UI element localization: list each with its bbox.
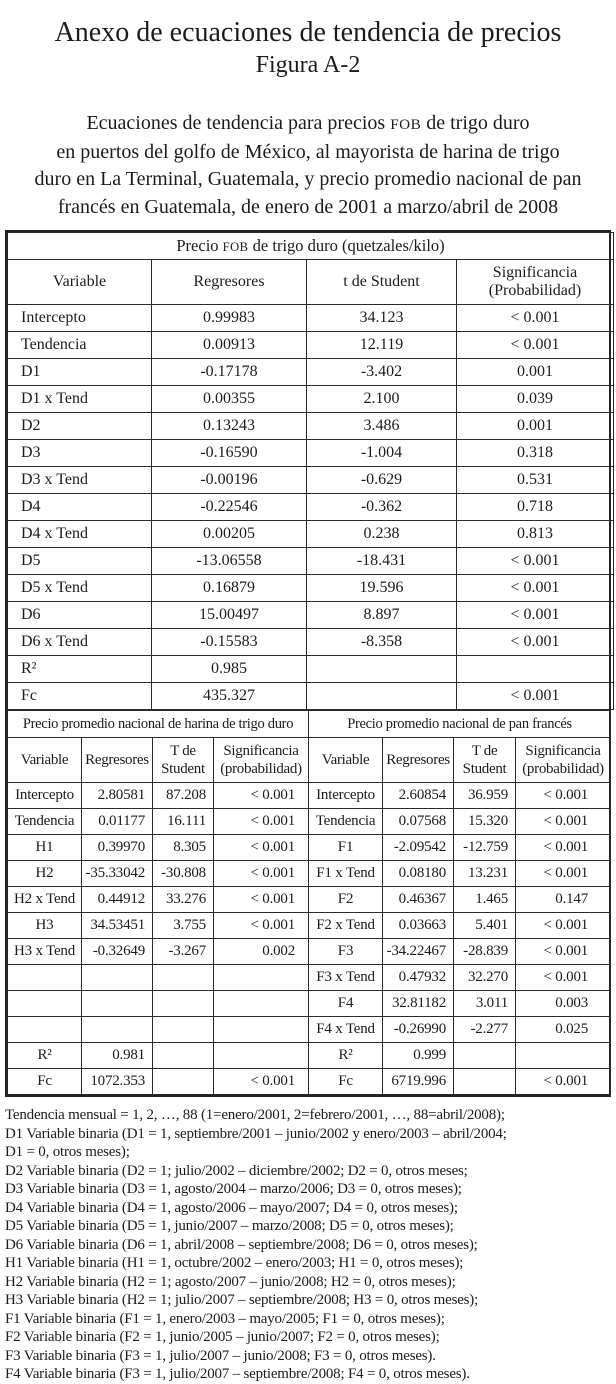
note-line: H3 Variable binaria (H2 = 1; julio/2007 – septiembre/2008; H3 = 0, otros meses); bbox=[5, 1292, 479, 1308]
cell-significancia: < 0.001 bbox=[457, 575, 614, 602]
cell-variable bbox=[8, 1017, 82, 1043]
note-line: H2 Variable binaria (H2 = 1; agosto/2007 – junio/2008; H2 = 0, otros meses); bbox=[5, 1273, 456, 1290]
note-line: F3 Variable binaria (F3 = 1, julio/2007 – junio/2008; F3 = 0, otros meses). bbox=[5, 1347, 436, 1364]
cell-significancia bbox=[214, 991, 309, 1017]
table-row bbox=[8, 656, 614, 683]
cell-significancia: < 0.001 bbox=[214, 1069, 309, 1095]
cell-t: 16.111 bbox=[153, 809, 214, 835]
cell-variable: Intercepto bbox=[309, 783, 383, 809]
table-row bbox=[8, 887, 611, 913]
cell-t: 36.959 bbox=[454, 783, 516, 809]
note-line: F1 Variable binaria (F1 = 1, enero/2003 – mayo/2005; F1 = 0, otros meses); bbox=[5, 1310, 445, 1327]
cell-significancia: < 0.001 bbox=[516, 783, 611, 809]
cell-t: -30.808 bbox=[153, 861, 214, 887]
cell-variable: F4 x Tend bbox=[309, 1017, 383, 1043]
cell-variable: F4 bbox=[309, 991, 383, 1017]
cell-significancia: < 0.001 bbox=[214, 783, 309, 809]
cell-regresores: 6719.996 bbox=[383, 1069, 454, 1095]
table-row bbox=[8, 575, 614, 602]
cell-regresores bbox=[82, 991, 153, 1017]
cell-regresores bbox=[82, 1017, 153, 1043]
cell-significancia: 0.003 bbox=[516, 991, 611, 1017]
table-row bbox=[8, 359, 614, 386]
table-row bbox=[8, 783, 611, 809]
cell-variable: H3 x Tend bbox=[8, 939, 82, 965]
fob-smallcaps: FOB bbox=[390, 116, 422, 133]
intro-line-4: francés en Guatemala, de enero de 2001 a marzo/abril de 2008 bbox=[57, 195, 559, 218]
cell-significancia: < 0.001 bbox=[516, 1069, 611, 1095]
cell-regresores: 0.00913 bbox=[152, 332, 307, 359]
cell-t: 3.486 bbox=[307, 413, 457, 440]
cell-t: 2.100 bbox=[307, 386, 457, 413]
cell-variable: F1 bbox=[309, 835, 383, 861]
cell-regresores: 0.01177 bbox=[82, 809, 153, 835]
column-header-variable: Variable bbox=[8, 738, 82, 783]
cell-significancia: < 0.001 bbox=[516, 809, 611, 835]
cell-variable: Fc bbox=[8, 683, 152, 710]
cell-regresores: -2.09542 bbox=[383, 835, 454, 861]
cell-regresores: 0.46367 bbox=[383, 887, 454, 913]
fob-table bbox=[7, 232, 614, 710]
cell-significancia: 0.001 bbox=[457, 359, 614, 386]
fob-table-header-row bbox=[8, 260, 614, 305]
cell-variable: F2 x Tend bbox=[309, 913, 383, 939]
table-row bbox=[8, 809, 611, 835]
cell-significancia: < 0.001 bbox=[516, 939, 611, 965]
cell-variable: Tendencia bbox=[309, 809, 383, 835]
cell-significancia: < 0.001 bbox=[457, 602, 614, 629]
note-line: D2 Variable binaria (D2 = 1; julio/2002 – diciembre/2002; D2 = 0, otros meses; bbox=[5, 1162, 468, 1179]
cell-variable: F2 bbox=[309, 887, 383, 913]
cell-significancia: < 0.001 bbox=[516, 861, 611, 887]
cell-significancia: 0.001 bbox=[457, 413, 614, 440]
variable-notes bbox=[5, 1106, 611, 1384]
cell-regresores: -0.16590 bbox=[152, 440, 307, 467]
cell-significancia: < 0.001 bbox=[457, 548, 614, 575]
cell-variable: Fc bbox=[309, 1069, 383, 1095]
cell-variable: H1 bbox=[8, 835, 82, 861]
cell-variable: D1 bbox=[8, 359, 152, 386]
cell-regresores: -0.17178 bbox=[152, 359, 307, 386]
cell-significancia: < 0.001 bbox=[457, 305, 614, 332]
cell-t: -18.431 bbox=[307, 548, 457, 575]
cell-regresores: -35.33042 bbox=[82, 861, 153, 887]
table-row bbox=[8, 1069, 611, 1095]
cell-variable: D2 bbox=[8, 413, 152, 440]
cell-t: 1.465 bbox=[454, 887, 516, 913]
cell-regresores: 0.44912 bbox=[82, 887, 153, 913]
cell-regresores: 0.985 bbox=[152, 656, 307, 683]
cell-regresores: 0.999 bbox=[383, 1043, 454, 1069]
cell-significancia: < 0.001 bbox=[214, 861, 309, 887]
intro-line-3: duro en La Terminal, Guatemala, y precio promedio nacional de pan bbox=[34, 168, 582, 190]
cell-significancia: < 0.001 bbox=[457, 683, 614, 710]
cell-t: -28.839 bbox=[454, 939, 516, 965]
cell-t: 8.305 bbox=[153, 835, 214, 861]
column-header-regresores: Regresores bbox=[383, 738, 454, 783]
table-row bbox=[8, 521, 614, 548]
cell-regresores: 0.00205 bbox=[152, 521, 307, 548]
fob-table-title: Precio FOB de trigo duro (quetzales/kilo) bbox=[8, 233, 614, 260]
table-row bbox=[8, 494, 614, 521]
cell-t bbox=[153, 1017, 214, 1043]
note-line: H1 Variable binaria (H1 = 1, octubre/2002 – enero/2003; H1 = 0, otros meses); bbox=[5, 1255, 464, 1271]
cell-regresores: 32.81182 bbox=[383, 991, 454, 1017]
cell-significancia bbox=[457, 656, 614, 683]
table-row bbox=[8, 1017, 611, 1043]
cell-variable: D3 x Tend bbox=[8, 467, 152, 494]
cell-variable: Intercepto bbox=[8, 783, 82, 809]
cell-variable: D5 x Tend bbox=[8, 575, 152, 602]
regression-tables bbox=[5, 230, 611, 1097]
note-line: D3 Variable binaria (D3 = 1, agosto/2004 – marzo/2006; D3 = 0, otros meses); bbox=[5, 1181, 462, 1197]
cell-significancia bbox=[214, 1043, 309, 1069]
cell-variable bbox=[8, 965, 82, 991]
cell-t: 15.320 bbox=[454, 809, 516, 835]
cell-significancia: < 0.001 bbox=[214, 835, 309, 861]
cell-significancia: 0.147 bbox=[516, 887, 611, 913]
table-row bbox=[8, 939, 611, 965]
cell-significancia: < 0.001 bbox=[516, 965, 611, 991]
cell-regresores: 0.16879 bbox=[152, 575, 307, 602]
note-line: D1 Variable binaria (D1 = 1, septiembre/2001 – junio/2002 y enero/2003 – abril/2004; bbox=[5, 1125, 507, 1142]
cell-t: -0.629 bbox=[307, 467, 457, 494]
cell-variable: R² bbox=[8, 1043, 82, 1069]
column-header-t-student: T de Student bbox=[454, 738, 516, 783]
cell-variable: D3 bbox=[8, 440, 152, 467]
cell-t: 32.270 bbox=[454, 965, 516, 991]
cell-significancia: 0.025 bbox=[516, 1017, 611, 1043]
table-row bbox=[8, 332, 614, 359]
cell-variable: R² bbox=[8, 656, 152, 683]
cell-t bbox=[454, 1069, 516, 1095]
cell-variable: D6 x Tend bbox=[8, 629, 152, 656]
note-line: Tendencia mensual = 1, 2, …, 88 (1=enero/2001, 2=febrero/2001, …, 88=abril/2008); bbox=[5, 1107, 505, 1123]
cell-t: -0.362 bbox=[307, 494, 457, 521]
cell-t bbox=[307, 683, 457, 710]
cell-t bbox=[153, 1069, 214, 1095]
cell-regresores: 435.327 bbox=[152, 683, 307, 710]
cell-significancia: < 0.001 bbox=[214, 913, 309, 939]
cell-t: 12.119 bbox=[307, 332, 457, 359]
table-row bbox=[8, 991, 611, 1017]
intro-line-2: en puertos del golfo de México, al mayorista de harina de trigo bbox=[56, 140, 560, 163]
cell-regresores: 15.00497 bbox=[152, 602, 307, 629]
cell-t: 13.231 bbox=[454, 861, 516, 887]
cell-variable: D1 x Tend bbox=[8, 386, 152, 413]
cell-variable: Fc bbox=[8, 1069, 82, 1095]
cell-regresores: 2.80581 bbox=[82, 783, 153, 809]
page-title: Anexo de ecuaciones de tendencia de precios bbox=[54, 17, 562, 48]
cell-significancia: < 0.001 bbox=[457, 629, 614, 656]
cell-regresores: -0.00196 bbox=[152, 467, 307, 494]
cell-variable bbox=[8, 991, 82, 1017]
cell-t: 5.401 bbox=[454, 913, 516, 939]
cell-t: -1.004 bbox=[307, 440, 457, 467]
fob-smallcaps: FOB bbox=[222, 240, 249, 254]
cell-t bbox=[153, 965, 214, 991]
cell-regresores: 0.39970 bbox=[82, 835, 153, 861]
cell-variable: D4 x Tend bbox=[8, 521, 152, 548]
cell-variable: F3 bbox=[309, 939, 383, 965]
cell-regresores bbox=[82, 965, 153, 991]
cell-significancia: 0.718 bbox=[457, 494, 614, 521]
table-row bbox=[8, 548, 614, 575]
table-row bbox=[8, 467, 614, 494]
cell-t bbox=[153, 1043, 214, 1069]
cell-t: -3.267 bbox=[153, 939, 214, 965]
subtable-header-row bbox=[8, 738, 611, 783]
cell-regresores: -0.22546 bbox=[152, 494, 307, 521]
cell-regresores: 1072.353 bbox=[82, 1069, 153, 1095]
table-row bbox=[8, 305, 614, 332]
cell-regresores: 0.07568 bbox=[383, 809, 454, 835]
column-header-significancia: Significancia (probabilidad) bbox=[516, 738, 611, 783]
table-row bbox=[8, 413, 614, 440]
cell-significancia bbox=[516, 1043, 611, 1069]
cell-t bbox=[307, 656, 457, 683]
cell-t bbox=[153, 991, 214, 1017]
cell-t: 19.596 bbox=[307, 575, 457, 602]
cell-significancia: < 0.001 bbox=[516, 835, 611, 861]
cell-variable: Intercepto bbox=[8, 305, 152, 332]
cell-t bbox=[454, 1043, 516, 1069]
table-row bbox=[8, 1043, 611, 1069]
cell-variable: D5 bbox=[8, 548, 152, 575]
table-row bbox=[8, 861, 611, 887]
column-header-regresores: Regresores bbox=[152, 260, 307, 305]
cell-regresores: 0.47932 bbox=[383, 965, 454, 991]
column-header-variable: Variable bbox=[8, 260, 152, 305]
column-header-significancia: Significancia (Probabilidad) bbox=[457, 260, 614, 305]
cell-significancia bbox=[214, 1017, 309, 1043]
cell-regresores: -0.15583 bbox=[152, 629, 307, 656]
cell-regresores: -0.32649 bbox=[82, 939, 153, 965]
cell-significancia: 0.039 bbox=[457, 386, 614, 413]
cell-variable: F1 x Tend bbox=[309, 861, 383, 887]
cell-t: -2.277 bbox=[454, 1017, 516, 1043]
column-header-t-student: T de Student bbox=[153, 738, 214, 783]
cell-t: -8.358 bbox=[307, 629, 457, 656]
cell-regresores: 2.60854 bbox=[383, 783, 454, 809]
cell-regresores: 0.981 bbox=[82, 1043, 153, 1069]
cell-regresores: -34.22467 bbox=[383, 939, 454, 965]
cell-t: 34.123 bbox=[307, 305, 457, 332]
table-row bbox=[8, 440, 614, 467]
cell-variable: Tendencia bbox=[8, 809, 82, 835]
cell-regresores: 0.13243 bbox=[152, 413, 307, 440]
cell-variable: H3 bbox=[8, 913, 82, 939]
pan-table-title: Precio promedio nacional de pan francés bbox=[309, 711, 611, 738]
cell-regresores: 0.03663 bbox=[383, 913, 454, 939]
intro-paragraph bbox=[5, 110, 611, 221]
cell-t: 87.208 bbox=[153, 783, 214, 809]
cell-significancia: 0.318 bbox=[457, 440, 614, 467]
cell-variable: H2 bbox=[8, 861, 82, 887]
note-line: F4 Variable binaria (F3 = 1, julio/2007 – septiembre/2008; F4 = 0, otros meses). bbox=[5, 1366, 470, 1382]
note-line: D6 Variable binaria (D6 = 1, abril/2008 – septiembre/2008; D6 = 0, otros meses); bbox=[5, 1236, 478, 1253]
column-header-regresores: Regresores bbox=[82, 738, 153, 783]
cell-significancia: < 0.001 bbox=[516, 913, 611, 939]
table-row bbox=[8, 386, 614, 413]
cell-regresores: 0.00355 bbox=[152, 386, 307, 413]
subtable-title-row bbox=[8, 711, 611, 738]
column-header-variable: Variable bbox=[309, 738, 383, 783]
cell-variable: R² bbox=[309, 1043, 383, 1069]
subtables-body bbox=[8, 783, 611, 1095]
cell-regresores: 0.08180 bbox=[383, 861, 454, 887]
fob-table-body bbox=[8, 305, 614, 710]
cell-significancia: < 0.001 bbox=[214, 887, 309, 913]
cell-t: 0.238 bbox=[307, 521, 457, 548]
table-row bbox=[8, 913, 611, 939]
cell-regresores: 34.53451 bbox=[82, 913, 153, 939]
column-header-significancia: Significancia (probabilidad) bbox=[214, 738, 309, 783]
cell-variable: D4 bbox=[8, 494, 152, 521]
cell-significancia: < 0.001 bbox=[214, 809, 309, 835]
table-row bbox=[8, 683, 614, 710]
table-row bbox=[8, 835, 611, 861]
cell-t: 8.897 bbox=[307, 602, 457, 629]
intro-line-1: Ecuaciones de tendencia para precios FOB de trigo duro bbox=[86, 112, 530, 134]
note-line: F2 Variable binaria (F2 = 1, junio/2005 – junio/2007; F2 = 0, otros meses); bbox=[5, 1329, 440, 1345]
cell-significancia: 0.002 bbox=[214, 939, 309, 965]
cell-t: 3.011 bbox=[454, 991, 516, 1017]
note-line: D4 Variable binaria (D4 = 1, agosto/2006 – mayo/2007; D4 = 0, otros meses); bbox=[5, 1199, 458, 1216]
cell-variable: D6 bbox=[8, 602, 152, 629]
table-row bbox=[8, 602, 614, 629]
cell-variable: H2 x Tend bbox=[8, 887, 82, 913]
table-row bbox=[8, 629, 614, 656]
cell-variable: F3 x Tend bbox=[309, 965, 383, 991]
note-line: D1 = 0, otros meses); bbox=[5, 1144, 130, 1160]
cell-significancia: 0.531 bbox=[457, 467, 614, 494]
note-line: D5 Variable binaria (D5 = 1, junio/2007 – marzo/2008; D5 = 0, otros meses); bbox=[5, 1218, 454, 1234]
figure-label: Figura A-2 bbox=[255, 52, 361, 78]
cell-t: 3.755 bbox=[153, 913, 214, 939]
column-header-t-student: t de Student bbox=[307, 260, 457, 305]
cell-t: -12.759 bbox=[454, 835, 516, 861]
cell-significancia: 0.813 bbox=[457, 521, 614, 548]
cell-t: 33.276 bbox=[153, 887, 214, 913]
harina-table-title: Precio promedio nacional de harina de trigo duro bbox=[8, 711, 309, 738]
cell-regresores: -0.26990 bbox=[383, 1017, 454, 1043]
harina-pan-tables bbox=[7, 710, 611, 1095]
cell-significancia bbox=[214, 965, 309, 991]
cell-regresores: -13.06558 bbox=[152, 548, 307, 575]
cell-t: -3.402 bbox=[307, 359, 457, 386]
fob-table-title-row bbox=[8, 233, 614, 260]
cell-regresores: 0.99983 bbox=[152, 305, 307, 332]
cell-variable: Tendencia bbox=[8, 332, 152, 359]
cell-significancia: < 0.001 bbox=[457, 332, 614, 359]
table-row bbox=[8, 965, 611, 991]
